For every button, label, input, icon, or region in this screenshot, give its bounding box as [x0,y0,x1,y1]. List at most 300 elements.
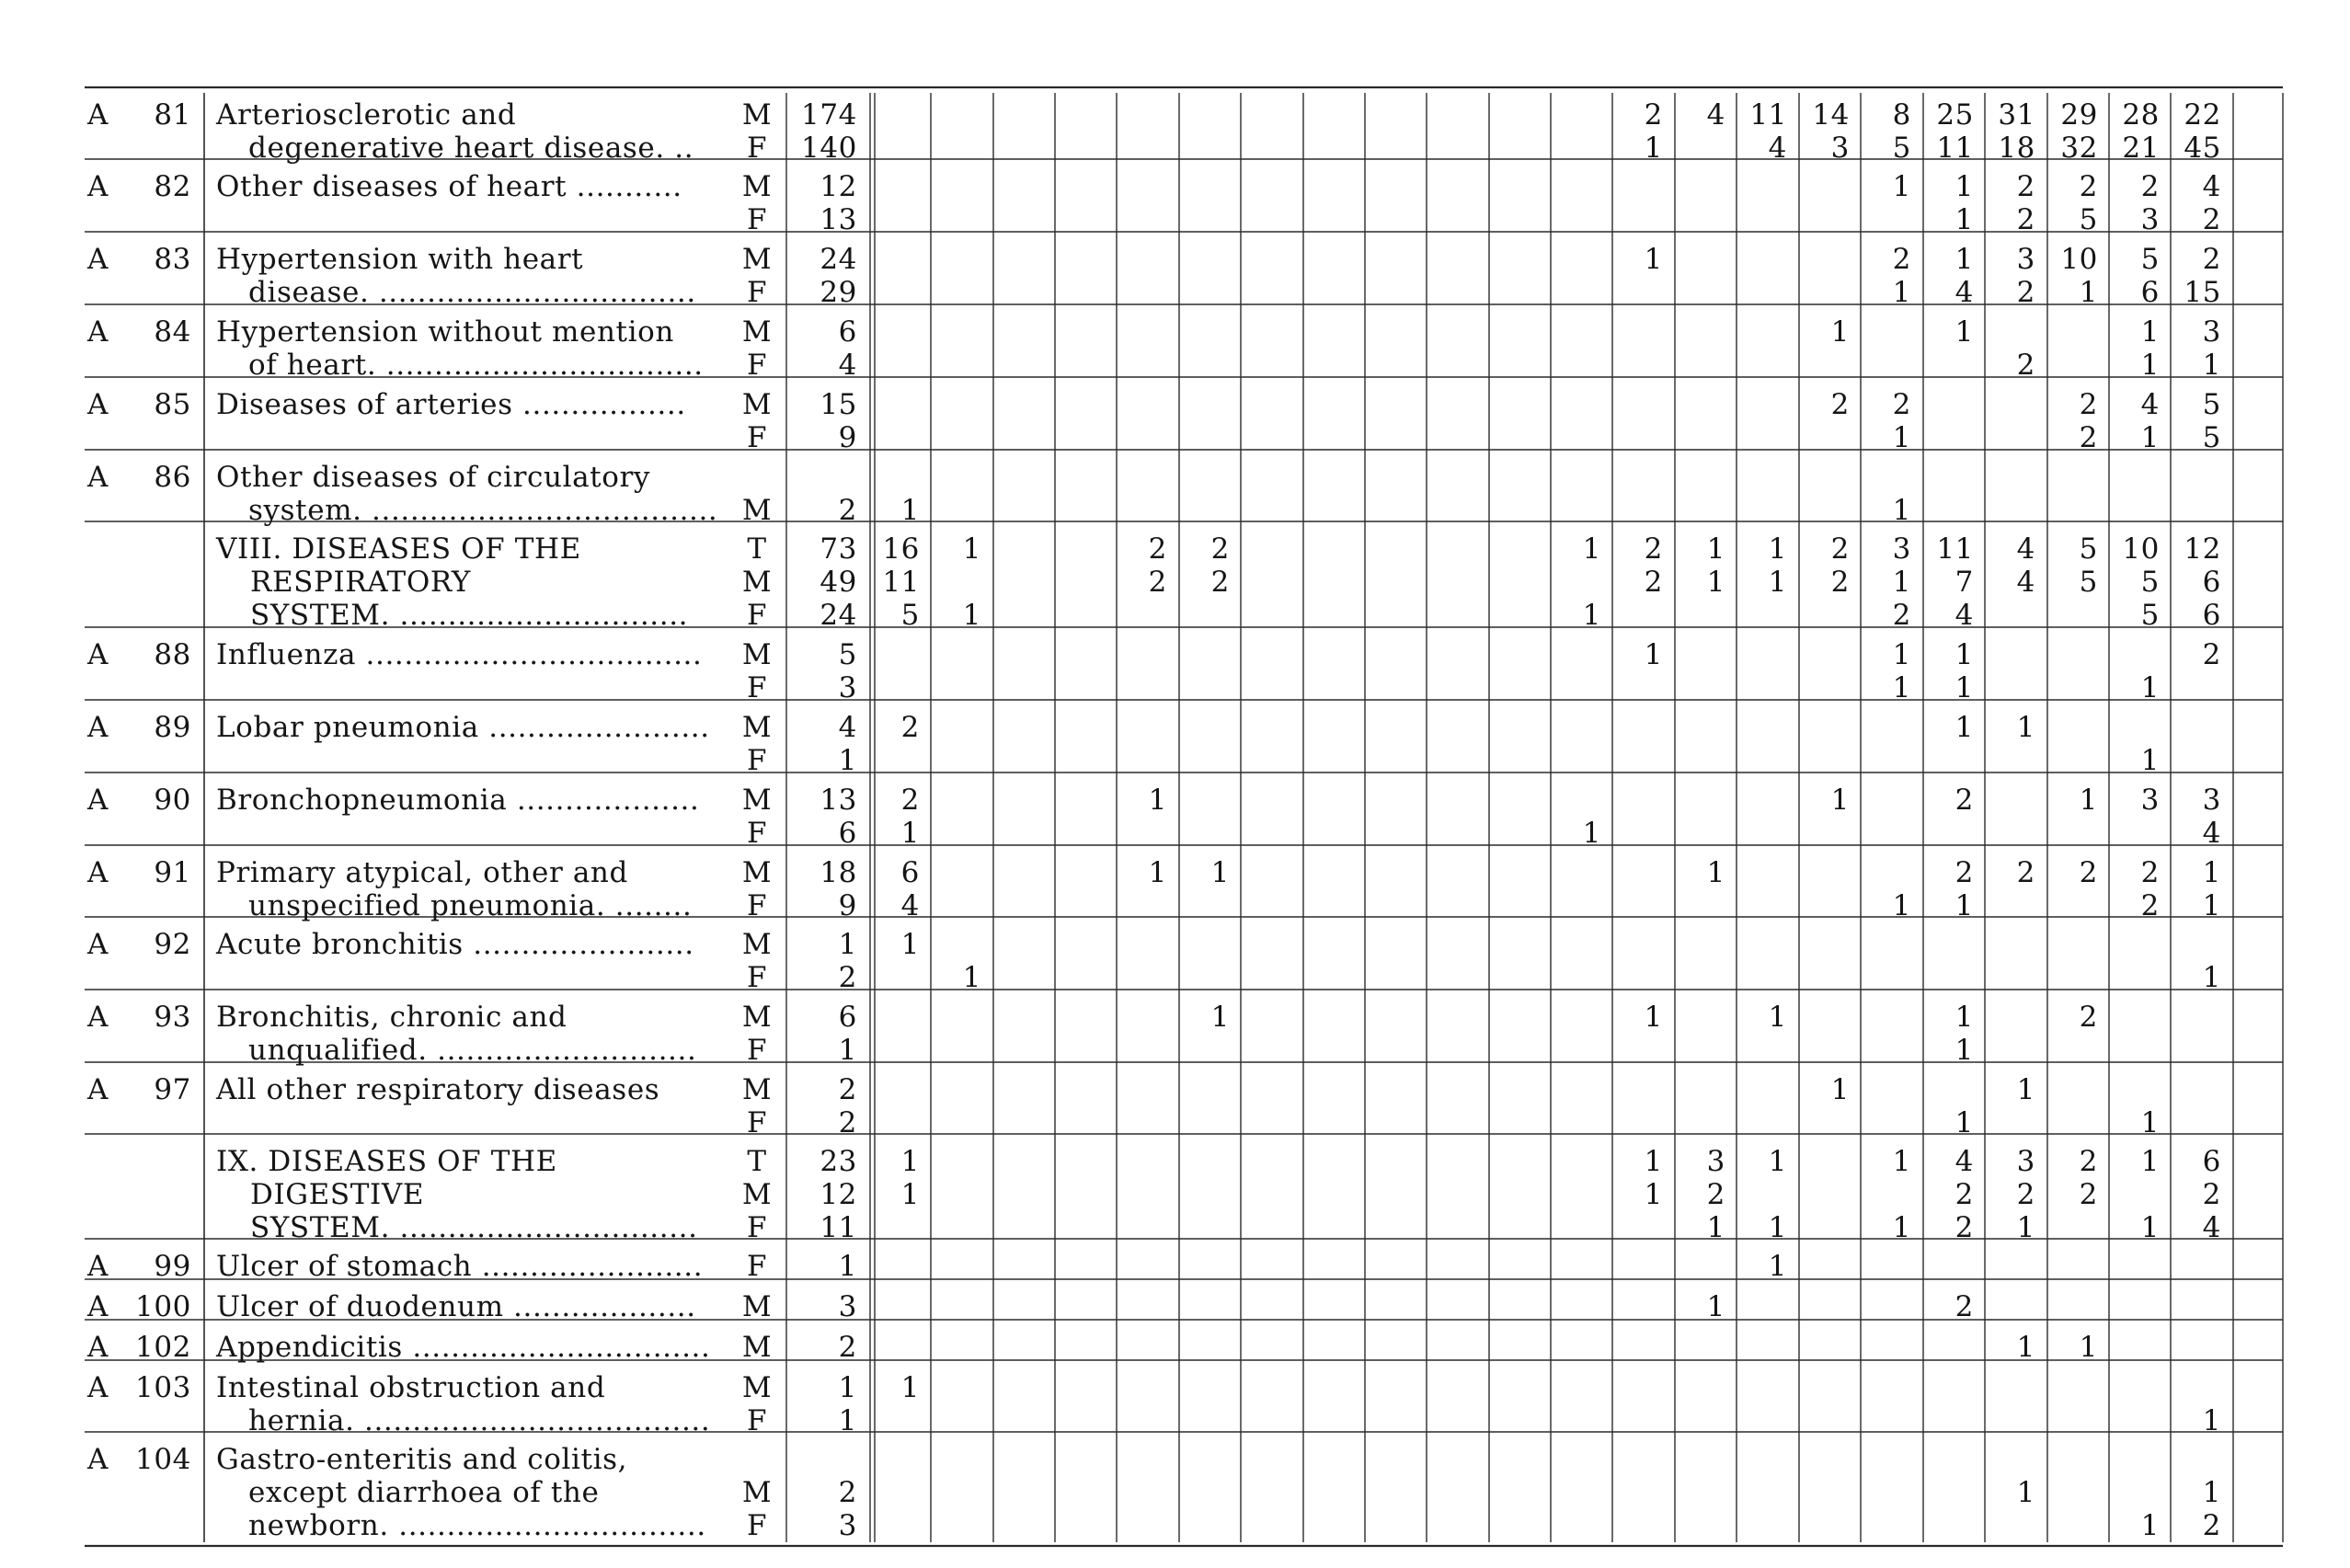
value-cell: 1 [1706,565,1725,599]
value-cell: 1 [1955,169,1974,203]
value-cell: 5 [2140,242,2160,276]
value-cell: 3 [2202,783,2221,817]
cause-name: SYSTEM. ............................... [250,1210,698,1244]
value-cell: 1 [962,598,981,632]
value-cell: 1 [2140,1508,2160,1542]
value-cell: 6 [2202,1144,2221,1178]
cause-code: A [87,1442,109,1476]
cause-name: Bronchitis, chronic and [216,1000,567,1034]
value-cell: 21 [2122,131,2160,165]
cause-number: 99 [154,1249,191,1283]
value-cell: 6 [838,1000,857,1034]
value-cell: 2 [1955,1210,1974,1244]
sex-label: M [741,315,773,349]
value-cell: 4 [2202,1210,2221,1244]
value-cell: 3 [2202,315,2221,349]
value-cell: 1 [900,927,920,961]
cause-number: 86 [154,460,191,494]
value-cell: 13 [820,202,857,236]
cause-code: A [87,97,109,132]
value-cell: 11 [1936,131,1974,165]
value-cell: 18 [820,855,857,889]
sex-label: M [741,242,773,276]
cause-name: Ulcer of duodenum ................... [216,1289,696,1323]
value-cell: 1 [1210,855,1230,889]
value-cell: 1 [1644,1000,1663,1034]
cause-code: A [87,315,109,349]
cause-code: A [87,855,109,889]
cause-number: 83 [154,242,191,276]
sex-label: M [741,97,773,132]
value-cell: 1 [962,532,981,566]
value-cell: 1 [1892,1210,1911,1244]
value-cell: 12 [2184,532,2221,566]
value-cell: 4 [1955,1144,1974,1178]
value-cell: 3 [2140,783,2160,817]
cause-name: except diarrhoea of the [248,1475,600,1509]
value-cell: 2 [1830,565,1850,599]
value-cell: 2 [838,1072,857,1106]
value-cell: 5 [2202,420,2221,454]
value-cell: 1 [900,1144,920,1178]
value-cell: 12 [820,169,857,203]
value-cell: 1 [2140,743,2160,777]
value-cell: 15 [2184,275,2221,309]
value-cell: 1 [1892,169,1911,203]
value-cell: 2 [2202,1177,2221,1211]
value-cell: 2 [838,1330,857,1364]
value-cell: 3 [2016,242,2035,276]
sex-label: F [746,960,768,994]
value-cell: 2 [2016,202,2035,236]
value-cell: 2 [1892,387,1911,421]
sex-label: M [741,387,773,421]
sex-label: F [746,1033,768,1067]
value-cell: 2 [1892,598,1911,632]
value-cell: 5 [900,598,920,632]
cause-name: of heart. ................................. [248,348,704,382]
value-cell: 1 [1955,202,1974,236]
sex-label: F [746,1210,768,1244]
value-cell: 3 [838,1289,857,1323]
value-cell: 3 [1892,532,1911,566]
value-cell: 2 [1210,532,1230,566]
value-cell: 1 [2202,1475,2221,1509]
value-cell: 1 [2202,1403,2221,1437]
sex-label: M [741,927,773,961]
value-cell: 13 [820,783,857,817]
cause-name: unqualified. ........................... [248,1033,697,1067]
value-cell: 2 [2140,888,2160,922]
value-cell: 49 [820,565,857,599]
value-cell: 1 [1768,1144,1787,1178]
value-cell: 2 [838,1105,857,1139]
value-cell: 1 [2140,670,2160,704]
value-cell: 1 [838,927,857,961]
value-cell: 10 [2122,532,2160,566]
value-cell: 2 [1830,387,1850,421]
sex-label: F [746,888,768,922]
cause-number: 102 [135,1330,191,1364]
value-cell: 1 [838,1249,857,1283]
value-cell: 1 [1148,855,1167,889]
value-cell: 2 [838,493,857,527]
cause-name: hernia. .................................... [248,1403,711,1437]
value-cell: 1 [1830,315,1850,349]
value-cell: 1 [1210,1000,1230,1034]
value-cell: 24 [820,598,857,632]
cause-number: 104 [135,1442,191,1476]
value-cell: 6 [838,816,857,850]
value-cell: 4 [2016,565,2035,599]
value-cell: 3 [838,1508,857,1542]
sex-label: M [741,1330,773,1364]
value-cell: 1 [1892,1144,1911,1178]
sex-label: M [741,1072,773,1106]
cause-name: Primary atypical, other and [216,855,628,889]
cause-number: 103 [135,1370,191,1404]
value-cell: 14 [1812,97,1850,132]
value-cell: 2 [2016,275,2035,309]
cause-name: Lobar pneumonia ....................... [216,710,710,744]
sex-label: F [746,348,768,382]
value-cell: 1 [2202,888,2221,922]
value-cell: 4 [1706,97,1725,132]
value-cell: 11 [1936,532,1974,566]
cause-name: All other respiratory diseases [216,1072,660,1106]
cause-number: 82 [154,169,191,203]
value-cell: 1 [1830,783,1850,817]
cause-name: Intestinal obstruction and [216,1370,606,1404]
value-cell: 2 [2079,855,2098,889]
value-cell: 6 [838,315,857,349]
cause-name: Gastro-enteritis and colitis, [216,1442,628,1476]
value-cell: 9 [838,888,857,922]
value-cell: 1 [1892,888,1911,922]
cause-name: system. .................................... [248,493,718,527]
value-cell: 1 [1892,420,1911,454]
value-cell: 1 [1768,1000,1787,1034]
value-cell: 1 [1768,1210,1787,1244]
cause-name: Influenza ................................... [216,637,703,671]
sex-label: T [747,532,767,566]
cause-code: A [87,169,109,203]
value-cell: 2 [2079,169,2098,203]
value-cell: 1 [1955,710,1974,744]
value-cell: 4 [900,888,920,922]
value-cell: 5 [838,637,857,671]
value-cell: 1 [1644,1144,1663,1178]
value-cell: 45 [2184,131,2221,165]
cause-name: disease. ................................. [248,275,696,309]
value-cell: 1 [2202,855,2221,889]
value-cell: 2 [2202,1508,2221,1542]
cause-name: Acute bronchitis ....................... [216,927,694,961]
value-cell: 1 [1892,670,1911,704]
sex-label: T [747,1144,767,1178]
value-cell: 3 [838,670,857,704]
value-cell: 12 [820,1177,857,1211]
cause-number: 91 [154,855,191,889]
value-cell: 140 [801,131,857,165]
value-cell: 1 [900,493,920,527]
value-cell: 2 [1955,1177,1974,1211]
value-cell: 1 [2016,1330,2035,1364]
value-cell: 2 [2202,202,2221,236]
value-cell: 1 [1706,855,1725,889]
cause-name: Appendicitis ............................... [216,1330,711,1364]
value-cell: 1 [2140,1105,2160,1139]
value-cell: 2 [1644,97,1663,132]
value-cell: 1 [2140,420,2160,454]
cause-code: A [87,1330,109,1364]
value-cell: 15 [820,387,857,421]
cause-number: 97 [154,1072,191,1106]
sex-label: M [741,1475,773,1509]
value-cell: 1 [1582,598,1601,632]
sex-label: M [741,565,773,599]
value-cell: 29 [820,275,857,309]
value-cell: 2 [2140,855,2160,889]
value-cell: 1 [1706,532,1725,566]
value-cell: 23 [820,1144,857,1178]
value-cell: 1 [2140,1210,2160,1244]
sex-label: F [746,275,768,309]
cause-code: A [87,783,109,817]
value-cell: 1 [1706,1289,1725,1323]
value-cell: 2 [1148,565,1167,599]
value-cell: 2 [1644,532,1663,566]
cause-code: A [87,460,109,494]
value-cell: 2 [1955,783,1974,817]
value-cell: 5 [2140,565,2160,599]
value-cell: 1 [2079,1330,2098,1364]
value-cell: 5 [2140,598,2160,632]
sex-label: M [741,1370,773,1404]
value-cell: 1 [1644,131,1663,165]
value-cell: 1 [900,816,920,850]
cause-number: 89 [154,710,191,744]
sex-label: F [746,420,768,454]
value-cell: 1 [1582,816,1601,850]
value-cell: 174 [801,97,857,132]
sex-label: F [746,1249,768,1283]
value-cell: 1 [1644,242,1663,276]
sex-label: F [746,598,768,632]
value-cell: 16 [882,532,920,566]
cause-name: Hypertension without mention [216,315,674,349]
value-cell: 2 [1892,242,1911,276]
value-cell: 1 [962,960,981,994]
sex-label: F [746,202,768,236]
value-cell: 2 [2079,420,2098,454]
value-cell: 2 [2079,1144,2098,1178]
cause-name: Arteriosclerotic and [216,97,517,132]
value-cell: 2 [2079,1000,2098,1034]
value-cell: 1 [1955,888,1974,922]
value-cell: 1 [1582,532,1601,566]
cause-name: Other diseases of heart ........... [216,169,682,203]
value-cell: 1 [1644,1177,1663,1211]
value-cell: 4 [2016,532,2035,566]
value-cell: 1 [2079,783,2098,817]
value-cell: 2 [1830,532,1850,566]
cause-code: A [87,1000,109,1034]
value-cell: 5 [2079,565,2098,599]
value-cell: 9 [838,420,857,454]
value-cell: 5 [2079,202,2098,236]
cause-code: A [87,710,109,744]
cause-code: A [87,242,109,276]
value-cell: 1 [2140,315,2160,349]
value-cell: 1 [1892,275,1911,309]
cause-name: IX. DISEASES OF THE [216,1144,557,1178]
value-cell: 1 [838,1403,857,1437]
value-cell: 5 [2202,387,2221,421]
cause-code: A [87,387,109,421]
value-cell: 29 [2060,97,2098,132]
value-cell: 73 [820,532,857,566]
cause-number: 92 [154,927,191,961]
cause-name: SYSTEM. .............................. [250,598,689,632]
value-cell: 3 [2016,1144,2035,1178]
value-cell: 3 [1706,1144,1725,1178]
value-cell: 1 [2016,1210,2035,1244]
value-cell: 1 [1955,637,1974,671]
value-cell: 5 [1892,131,1911,165]
cause-code: A [87,1249,109,1283]
value-cell: 1 [1644,637,1663,671]
value-cell: 2 [1955,1289,1974,1323]
cause-name: newborn. ................................ [248,1508,706,1542]
value-cell: 2 [2079,387,2098,421]
value-cell: 2 [2016,1177,2035,1211]
sex-label: M [741,1289,773,1323]
value-cell: 1 [838,1033,857,1067]
sex-label: F [746,131,768,165]
value-cell: 1 [2140,348,2160,382]
value-cell: 1 [900,1370,920,1404]
cause-name: DIGESTIVE [250,1177,425,1211]
value-cell: 5 [2079,532,2098,566]
value-cell: 1 [1706,1210,1725,1244]
value-cell: 1 [1768,1249,1787,1283]
value-cell: 1 [1768,532,1787,566]
sex-label: M [741,710,773,744]
value-cell: 4 [838,710,857,744]
value-cell: 6 [2140,275,2160,309]
value-cell: 1 [1955,315,1974,349]
value-cell: 1 [2016,1072,2035,1106]
sex-label: M [741,637,773,671]
value-cell: 1 [2079,275,2098,309]
value-cell: 2 [2016,348,2035,382]
value-cell: 32 [2060,131,2098,165]
cause-code: A [87,1072,109,1106]
sex-label: F [746,1105,768,1139]
value-cell: 2 [838,1475,857,1509]
value-cell: 2 [2202,637,2221,671]
value-cell: 1 [2016,710,2035,744]
value-cell: 2 [2140,169,2160,203]
cause-name: Other diseases of circulatory [216,460,651,494]
value-cell: 1 [1830,1072,1850,1106]
value-cell: 24 [820,242,857,276]
value-cell: 11 [1749,97,1787,132]
value-cell: 1 [1955,670,1974,704]
cause-number: 85 [154,387,191,421]
sex-label: F [746,743,768,777]
value-cell: 4 [1955,275,1974,309]
sex-label: M [741,169,773,203]
sex-label: F [746,816,768,850]
cause-name: degenerative heart disease. .. [248,131,694,165]
value-cell: 1 [900,1177,920,1211]
value-cell: 2 [2202,242,2221,276]
cause-code: A [87,927,109,961]
value-cell: 2 [2016,169,2035,203]
value-cell: 4 [2202,169,2221,203]
cause-number: 90 [154,783,191,817]
value-cell: 1 [2016,1475,2035,1509]
value-cell: 1 [2202,348,2221,382]
value-cell: 4 [1768,131,1787,165]
value-cell: 2 [838,960,857,994]
value-cell: 2 [900,783,920,817]
cause-code: A [87,637,109,671]
value-cell: 1 [1955,242,1974,276]
sex-label: M [741,855,773,889]
value-cell: 2 [1210,565,1230,599]
value-cell: 18 [1998,131,2035,165]
value-cell: 3 [2140,202,2160,236]
cause-code: A [87,1289,109,1323]
cause-code: A [87,1370,109,1404]
value-cell: 6 [2202,565,2221,599]
value-cell: 2 [2079,1177,2098,1211]
value-cell: 1 [1955,1105,1974,1139]
value-cell: 28 [2122,97,2160,132]
value-cell: 2 [1955,855,1974,889]
value-cell: 1 [1955,1033,1974,1067]
value-cell: 4 [2202,816,2221,850]
value-cell: 4 [838,348,857,382]
value-cell: 1 [838,1370,857,1404]
sex-label: M [741,1000,773,1034]
cause-number: 88 [154,637,191,671]
value-cell: 1 [1892,565,1911,599]
value-cell: 10 [2060,242,2098,276]
value-cell: 31 [1998,97,2035,132]
value-cell: 1 [1955,1000,1974,1034]
cause-name: Ulcer of stomach ....................... [216,1249,704,1283]
value-cell: 1 [2140,1144,2160,1178]
value-cell: 8 [1892,97,1911,132]
sex-label: M [741,1177,773,1211]
value-cell: 3 [1830,131,1850,165]
value-cell: 2 [1644,565,1663,599]
value-cell: 4 [1955,598,1974,632]
cause-number: 100 [135,1289,191,1323]
sex-label: F [746,670,768,704]
value-cell: 2 [2016,855,2035,889]
cause-number: 93 [154,1000,191,1034]
value-cell: 2 [1706,1177,1725,1211]
value-cell: 11 [882,565,920,599]
value-cell: 2 [1148,532,1167,566]
cause-name: unspecified pneumonia. ........ [248,888,693,922]
cause-name: Hypertension with heart [216,242,584,276]
